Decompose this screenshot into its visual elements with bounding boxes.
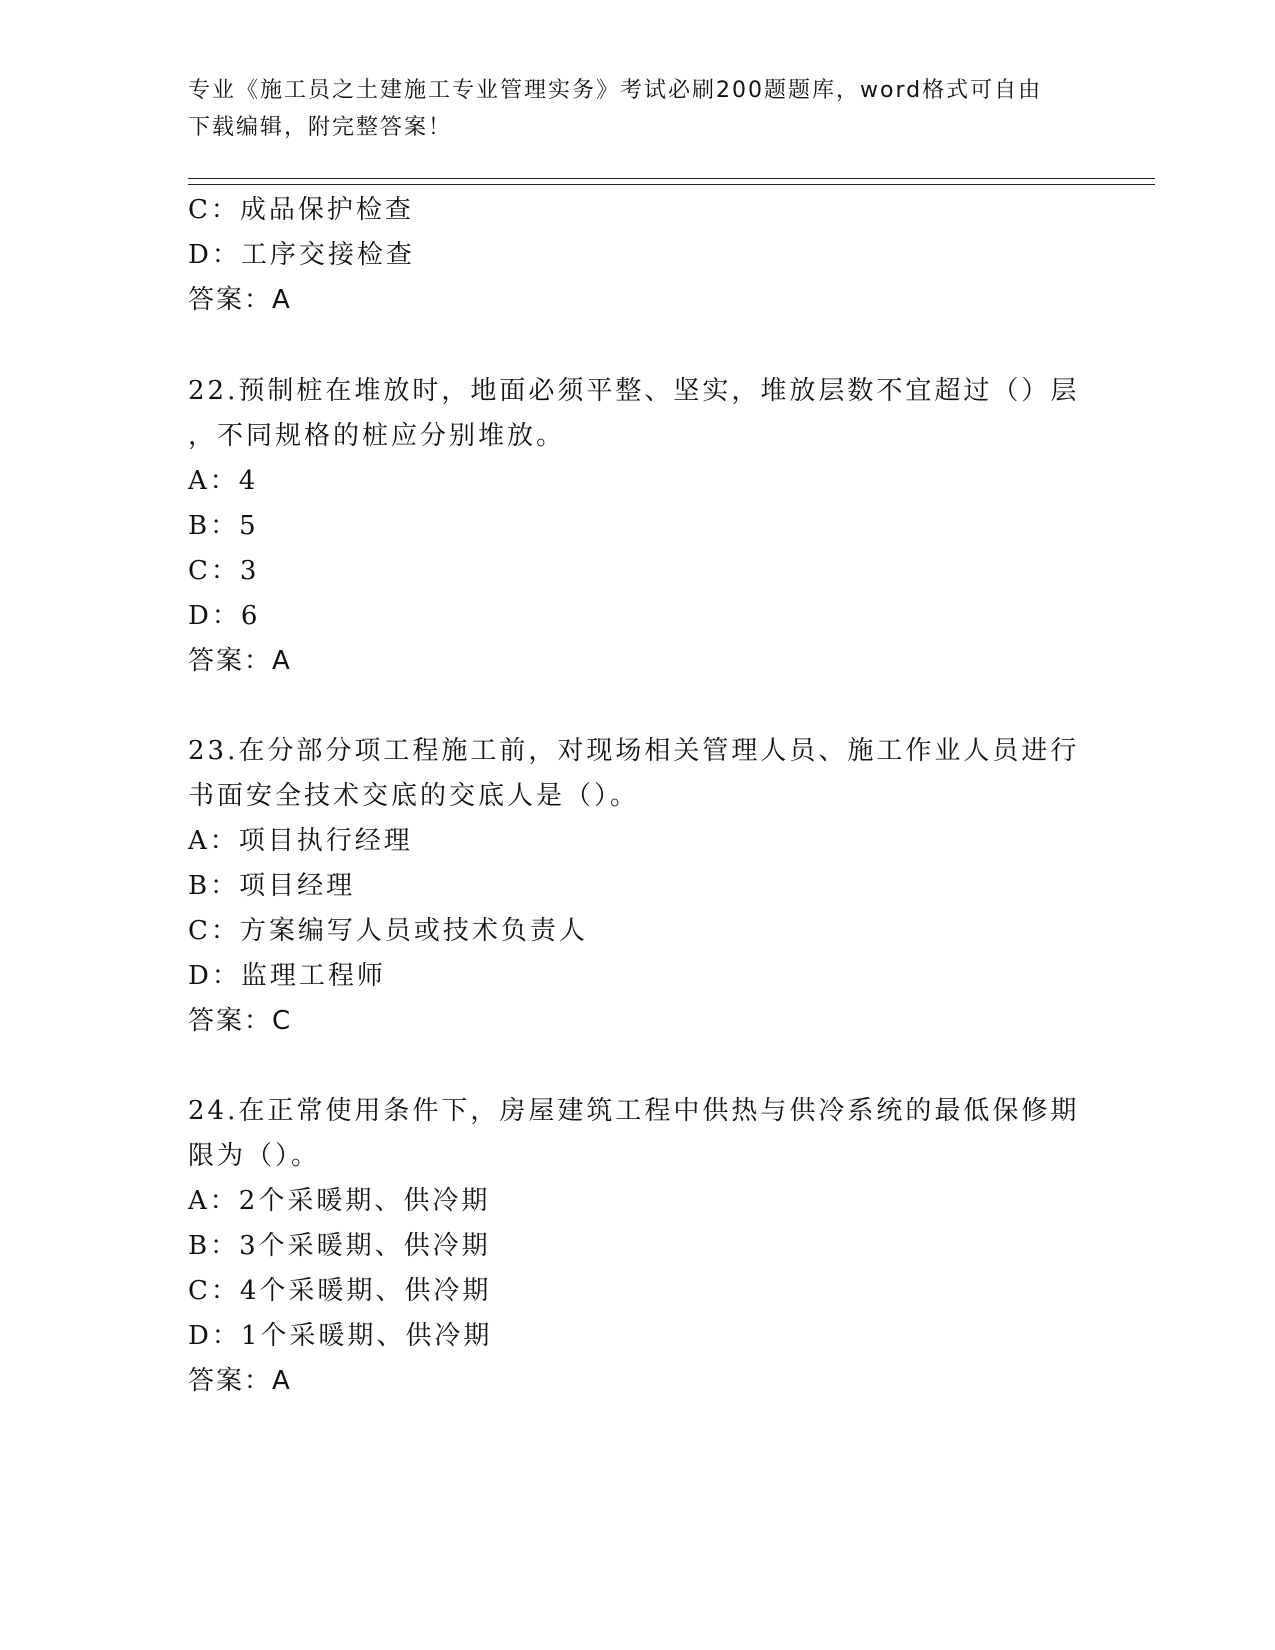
header-rule-bottom	[188, 184, 1155, 185]
q24-answer: 答案：A	[188, 1366, 292, 1396]
page-header	[188, 72, 1078, 146]
q22-option-c: C：3	[188, 556, 260, 586]
q24-option-a: A：2个采暖期、供冷期	[188, 1186, 491, 1216]
q23-answer: 答案：C	[188, 1006, 293, 1036]
q23-option-b: B：项目经理	[188, 871, 356, 901]
prev-answer: 答案：A	[188, 285, 292, 315]
prev-option-d: D：工序交接检查	[188, 240, 415, 270]
q22-answer: 答案：A	[188, 646, 292, 676]
q24-option-b: B：3个采暖期、供冷期	[188, 1231, 491, 1261]
header-line-2: 下载编辑，附完整答案！	[188, 115, 453, 140]
q24-stem-line-2: 限为（）。	[188, 1141, 321, 1171]
q23-option-d: D：监理工程师	[188, 961, 386, 991]
prev-option-c: C：成品保护检查	[188, 195, 414, 225]
q22-stem-line-1: 22.预制桩在堆放时，地面必须平整、坚实，堆放层数不宜超过（）层	[188, 376, 1080, 406]
q22-option-d: D：6	[188, 601, 261, 631]
q23-stem-line-1: 23.在分部分项工程施工前，对现场相关管理人员、施工作业人员进行	[188, 736, 1080, 766]
q24-option-d: D：1个采暖期、供冷期	[188, 1321, 493, 1351]
q24-stem-line-1: 24.在正常使用条件下，房屋建筑工程中供热与供冷系统的最低保修期	[188, 1096, 1080, 1126]
header-line-1: 专业《施工员之土建施工专业管理实务》考试必刷200题题库，word格式可自由	[188, 78, 1043, 103]
q23-stem-line-2: 书面安全技术交底的交底人是（）。	[188, 781, 640, 811]
q23-option-c: C：方案编写人员或技术负责人	[188, 916, 588, 946]
header-rule-top	[188, 178, 1155, 179]
q22-stem-line-2: ，不同规格的桩应分别堆放。	[188, 421, 566, 451]
q24-option-c: C：4个采暖期、供冷期	[188, 1276, 492, 1306]
q22-option-b: B：5	[188, 511, 259, 541]
q22-option-a: A：4	[188, 466, 259, 496]
q23-option-a: A：项目执行经理	[188, 826, 413, 856]
